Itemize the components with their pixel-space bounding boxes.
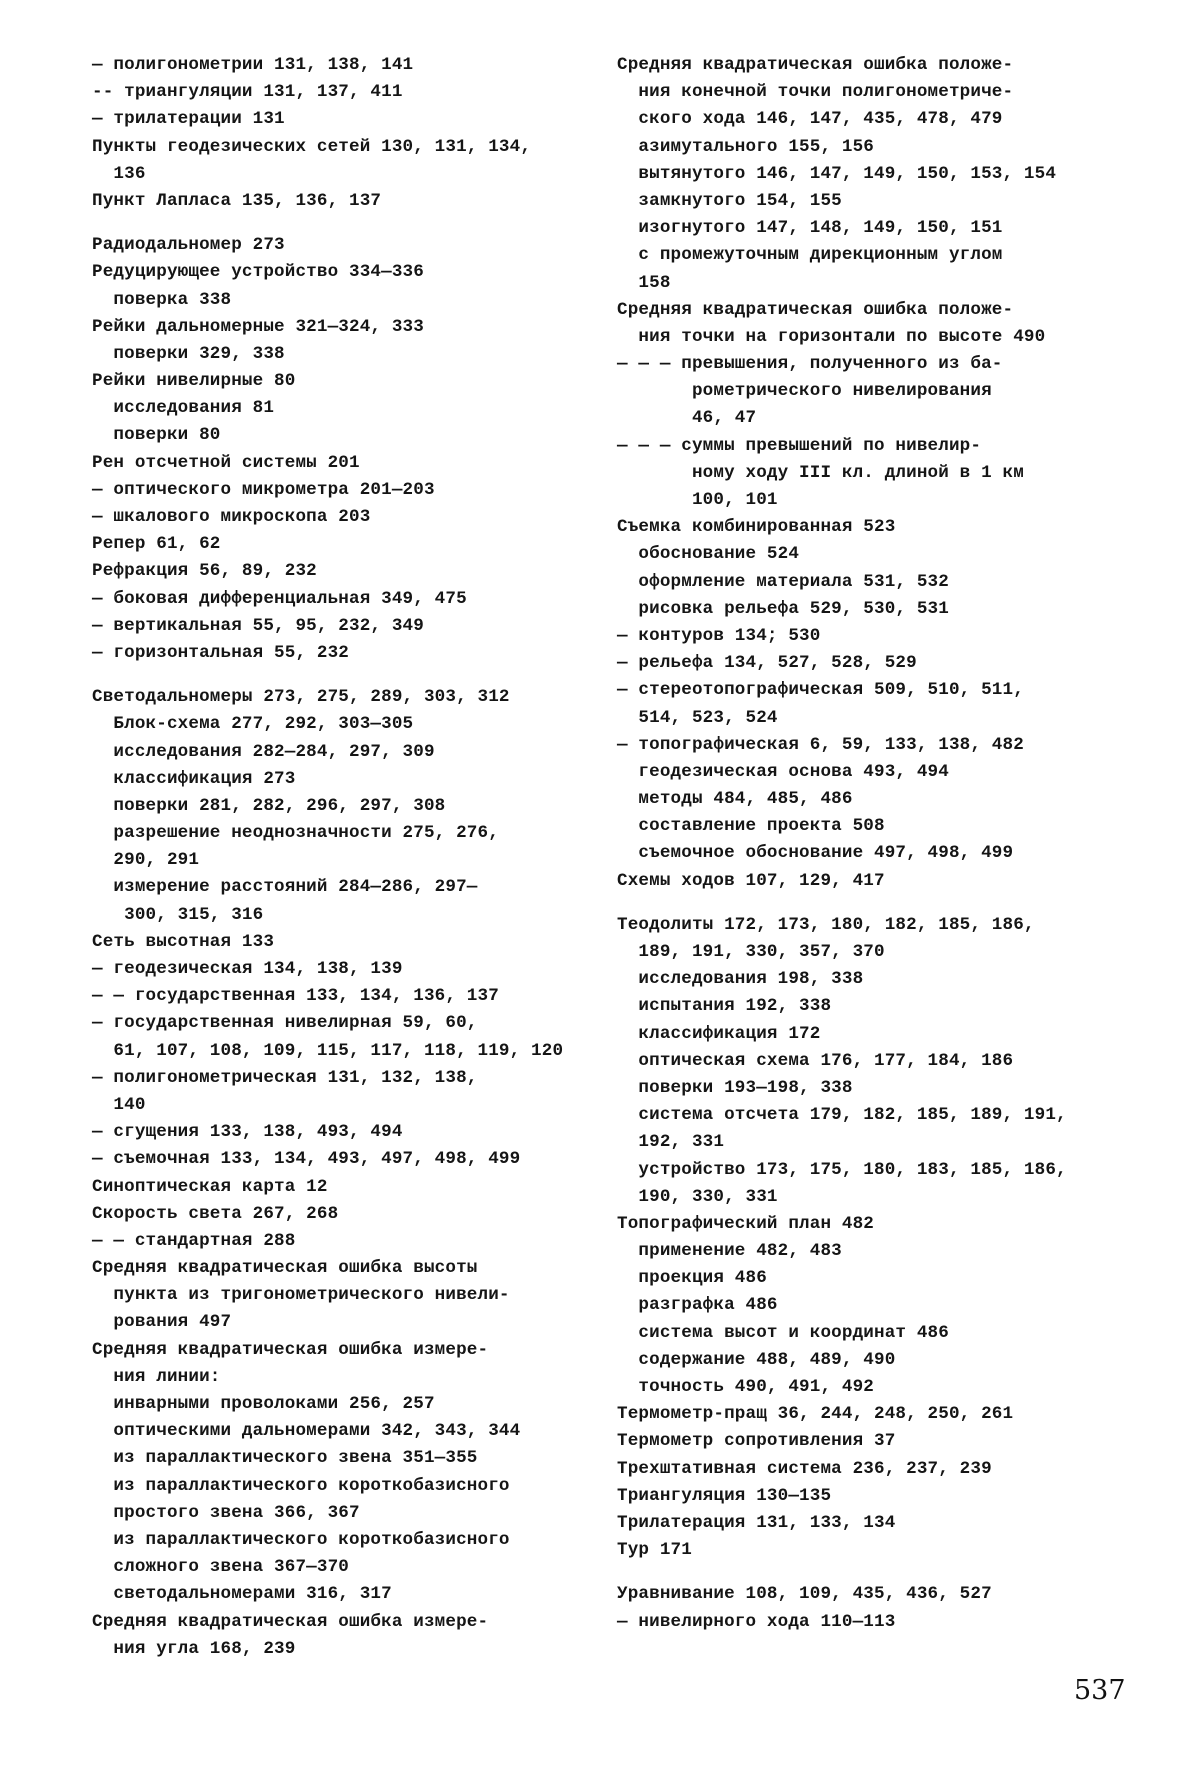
index-entry: — рельефа 134, 527, 528, 529 xyxy=(617,650,1112,677)
index-entry: 158 xyxy=(617,270,1112,297)
section-gap xyxy=(617,1564,1112,1581)
index-entry: — шкалового микроскопа 203 xyxy=(92,504,587,531)
index-entry: разрешение неоднозначности 275, 276, xyxy=(92,820,587,847)
index-entry: система отсчета 179, 182, 185, 189, 191, xyxy=(617,1102,1112,1129)
index-entry: — — — превышения, полученного из ба- xyxy=(617,351,1112,378)
index-entry: — государственная нивелирная 59, 60, xyxy=(92,1010,587,1037)
index-entry: Рен отсчетной системы 201 xyxy=(92,450,587,477)
index-entry: Репер 61, 62 xyxy=(92,531,587,558)
index-entry: Средняя квадратическая ошибка положе- xyxy=(617,52,1112,79)
right-index-column xyxy=(617,52,1112,1636)
index-entry: азимутального 155, 156 xyxy=(617,134,1112,161)
index-entry: применение 482, 483 xyxy=(617,1238,1112,1265)
index-entry: ния угла 168, 239 xyxy=(92,1636,587,1663)
index-entry: — — государственная 133, 134, 136, 137 xyxy=(92,983,587,1010)
index-entry: методы 484, 485, 486 xyxy=(617,786,1112,813)
index-entry: Термометр сопротивления 37 xyxy=(617,1428,1112,1455)
index-entry: 136 xyxy=(92,161,587,188)
index-entry: Синоптическая карта 12 xyxy=(92,1174,587,1201)
index-entry: съемочное обоснование 497, 498, 499 xyxy=(617,840,1112,867)
index-entry: рометрического нивелирования xyxy=(617,378,1112,405)
index-entry: Пункты геодезических сетей 130, 131, 134, xyxy=(92,134,587,161)
index-entry: — контуров 134; 530 xyxy=(617,623,1112,650)
index-entry: — геодезическая 134, 138, 139 xyxy=(92,956,587,983)
index-entry: 140 xyxy=(92,1092,587,1119)
index-entry: — сгущения 133, 138, 493, 494 xyxy=(92,1119,587,1146)
index-entry: — оптического микрометра 201—203 xyxy=(92,477,587,504)
index-entry: геодезическая основа 493, 494 xyxy=(617,759,1112,786)
index-entry: Топографический план 482 xyxy=(617,1211,1112,1238)
index-entry: Блок-схема 277, 292, 303—305 xyxy=(92,711,587,738)
index-entry: замкнутого 154, 155 xyxy=(617,188,1112,215)
index-entry: ния точки на горизонтали по высоте 490 xyxy=(617,324,1112,351)
index-entry: исследования 282—284, 297, 309 xyxy=(92,739,587,766)
index-entry: — топографическая 6, 59, 133, 138, 482 xyxy=(617,732,1112,759)
index-entry: содержание 488, 489, 490 xyxy=(617,1347,1112,1374)
index-entry: — боковая дифференциальная 349, 475 xyxy=(92,586,587,613)
index-entry: с промежуточным дирекционным углом xyxy=(617,242,1112,269)
index-entry: Пункт Лапласа 135, 136, 137 xyxy=(92,188,587,215)
page-number: 537 xyxy=(1074,1675,1126,1706)
index-entry: — полигонометрии 131, 138, 141 xyxy=(92,52,587,79)
index-entry: поверки 329, 338 xyxy=(92,341,587,368)
index-entry: инварными проволоками 256, 257 xyxy=(92,1391,587,1418)
index-entry: 192, 331 xyxy=(617,1129,1112,1156)
index-entry: Теодолиты 172, 173, 180, 182, 185, 186, xyxy=(617,912,1112,939)
index-entry: сложного звена 367—370 xyxy=(92,1554,587,1581)
index-entry: 514, 523, 524 xyxy=(617,705,1112,732)
index-entry: ния конечной точки полигонометриче- xyxy=(617,79,1112,106)
index-entry: Трехштативная система 236, 237, 239 xyxy=(617,1456,1112,1483)
index-entry: ния линии: xyxy=(92,1364,587,1391)
section-gap xyxy=(92,215,587,232)
index-entry: устройство 173, 175, 180, 183, 185, 186, xyxy=(617,1157,1112,1184)
index-entry: — стереотопографическая 509, 510, 511, xyxy=(617,677,1112,704)
index-entry: Средняя квадратическая ошибка измере- xyxy=(92,1337,587,1364)
index-entry: классификация 273 xyxy=(92,766,587,793)
index-entry: — горизонтальная 55, 232 xyxy=(92,640,587,667)
index-entry: разграфка 486 xyxy=(617,1292,1112,1319)
index-entry: Средняя квадратическая ошибка высоты xyxy=(92,1255,587,1282)
index-entry: — трилатерации 131 xyxy=(92,106,587,133)
index-entry: — вертикальная 55, 95, 232, 349 xyxy=(92,613,587,640)
index-entry: рования 497 xyxy=(92,1309,587,1336)
index-entry: поверки 281, 282, 296, 297, 308 xyxy=(92,793,587,820)
index-entry: 61, 107, 108, 109, 115, 117, 118, 119, 120 xyxy=(92,1038,587,1065)
index-entry: рисовка рельефа 529, 530, 531 xyxy=(617,596,1112,623)
index-entry: Светодальномеры 273, 275, 289, 303, 312 xyxy=(92,684,587,711)
index-entry: Редуцирующее устройство 334—336 xyxy=(92,259,587,286)
index-entry: Схемы ходов 107, 129, 417 xyxy=(617,868,1112,895)
index-entry: ского хода 146, 147, 435, 478, 479 xyxy=(617,106,1112,133)
index-entry: 300, 315, 316 xyxy=(92,902,587,929)
index-entry: поверки 80 xyxy=(92,422,587,449)
index-entry: точность 490, 491, 492 xyxy=(617,1374,1112,1401)
index-entry: проекция 486 xyxy=(617,1265,1112,1292)
index-entry: Рейки дальномерные 321—324, 333 xyxy=(92,314,587,341)
index-entry: Термометр-пращ 36, 244, 248, 250, 261 xyxy=(617,1401,1112,1428)
index-entry: измерение расстояний 284—286, 297— xyxy=(92,874,587,901)
index-entry: Тур 171 xyxy=(617,1537,1112,1564)
index-entry: 189, 191, 330, 357, 370 xyxy=(617,939,1112,966)
index-entry: поверка 338 xyxy=(92,287,587,314)
index-entry: Средняя квадратическая ошибка измере- xyxy=(92,1609,587,1636)
index-entry: обоснование 524 xyxy=(617,541,1112,568)
section-gap xyxy=(92,667,587,684)
section-gap xyxy=(617,895,1112,912)
index-entry: 100, 101 xyxy=(617,487,1112,514)
index-entry: Рефракция 56, 89, 232 xyxy=(92,558,587,585)
index-entry: Съемка комбинированная 523 xyxy=(617,514,1112,541)
index-entry: из параллактического короткобазисного xyxy=(92,1473,587,1500)
index-entry: Средняя квадратическая ошибка положе- xyxy=(617,297,1112,324)
index-entry: — — — суммы превышений по нивелир- xyxy=(617,433,1112,460)
index-entry: — съемочная 133, 134, 493, 497, 498, 499 xyxy=(92,1146,587,1173)
index-entry: Триангуляция 130—135 xyxy=(617,1483,1112,1510)
index-entry: оптическими дальномерами 342, 343, 344 xyxy=(92,1418,587,1445)
index-entry: Рейки нивелирные 80 xyxy=(92,368,587,395)
index-entry: оптическая схема 176, 177, 184, 186 xyxy=(617,1048,1112,1075)
index-entry: составление проекта 508 xyxy=(617,813,1112,840)
index-entry: исследования 198, 338 xyxy=(617,966,1112,993)
index-entry: — полигонометрическая 131, 132, 138, xyxy=(92,1065,587,1092)
index-entry: испытания 192, 338 xyxy=(617,993,1112,1020)
index-entry: из параллактического звена 351—355 xyxy=(92,1445,587,1472)
index-entry: изогнутого 147, 148, 149, 150, 151 xyxy=(617,215,1112,242)
index-entry: 46, 47 xyxy=(617,405,1112,432)
index-entry: оформление материала 531, 532 xyxy=(617,569,1112,596)
index-entry: Сеть высотная 133 xyxy=(92,929,587,956)
index-entry: поверки 193—198, 338 xyxy=(617,1075,1112,1102)
index-entry: Скорость света 267, 268 xyxy=(92,1201,587,1228)
index-entry: исследования 81 xyxy=(92,395,587,422)
index-entry: Радиодальномер 273 xyxy=(92,232,587,259)
index-entry: система высот и координат 486 xyxy=(617,1320,1112,1347)
index-entry: — — стандартная 288 xyxy=(92,1228,587,1255)
index-entry: ному ходу III кл. длиной в 1 км xyxy=(617,460,1112,487)
index-entry: из параллактического короткобазисного xyxy=(92,1527,587,1554)
index-entry: классификация 172 xyxy=(617,1021,1112,1048)
index-entry: Уравнивание 108, 109, 435, 436, 527 xyxy=(617,1581,1112,1608)
index-entry: Трилатерация 131, 133, 134 xyxy=(617,1510,1112,1537)
index-entry: светодальномерами 316, 317 xyxy=(92,1581,587,1608)
index-entry: простого звена 366, 367 xyxy=(92,1500,587,1527)
index-entry: пункта из тригонометрического нивели- xyxy=(92,1282,587,1309)
index-entry: -- триангуляции 131, 137, 411 xyxy=(92,79,587,106)
left-index-column xyxy=(92,52,587,1663)
index-entry: 190, 330, 331 xyxy=(617,1184,1112,1211)
index-entry: 290, 291 xyxy=(92,847,587,874)
index-entry: — нивелирного хода 110—113 xyxy=(617,1609,1112,1636)
index-entry: вытянутого 146, 147, 149, 150, 153, 154 xyxy=(617,161,1112,188)
